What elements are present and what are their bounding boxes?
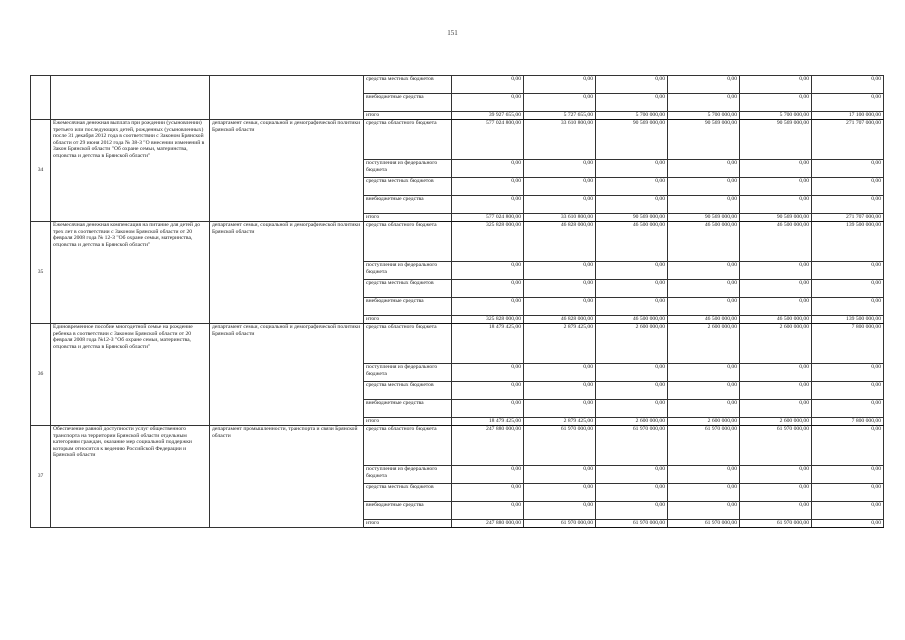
amount-cell: 0,00 bbox=[524, 280, 596, 298]
amount-cell: 0,00 bbox=[668, 94, 740, 112]
amount-cell: 0,00 bbox=[596, 262, 668, 280]
amount-cell: 2 600 000,00 bbox=[668, 324, 740, 364]
amount-cell: 0,00 bbox=[596, 196, 668, 214]
amount-cell: 0,00 bbox=[740, 160, 812, 178]
amount-cell: 0,00 bbox=[668, 466, 740, 484]
amount-cell: 90 569 000,00 bbox=[740, 120, 812, 160]
amount-cell: 2 600 000,00 bbox=[596, 418, 668, 426]
amount-cell: 46 500 000,00 bbox=[740, 316, 812, 324]
executor-cell: департамент семьи, социальной и демографической политики Брянской области bbox=[210, 120, 364, 222]
amount-cell: 0,00 bbox=[524, 262, 596, 280]
funding-source: поступления из федерального бюджета bbox=[364, 364, 452, 382]
amount-cell: 0,00 bbox=[452, 298, 524, 316]
amount-cell: 61 970 000,00 bbox=[524, 426, 596, 466]
measure-cell bbox=[51, 76, 210, 120]
amount-cell: 0,00 bbox=[812, 382, 884, 400]
funding-source: внебюджетные средства bbox=[364, 298, 452, 316]
amount-cell: 0,00 bbox=[668, 196, 740, 214]
amount-cell: 46 500 000,00 bbox=[596, 222, 668, 262]
amount-cell: 2 600 000,00 bbox=[668, 418, 740, 426]
amount-cell: 247 880 000,00 bbox=[452, 426, 524, 466]
row-number-cell: 35 bbox=[31, 222, 51, 324]
amount-cell: 0,00 bbox=[452, 382, 524, 400]
amount-cell: 0,00 bbox=[596, 400, 668, 418]
amount-cell: 0,00 bbox=[812, 280, 884, 298]
amount-cell: 17 100 000,00 bbox=[812, 112, 884, 120]
amount-cell: 61 970 000,00 bbox=[740, 426, 812, 466]
amount-cell: 18 479 425,00 bbox=[452, 418, 524, 426]
measure-cell: Ежемесячная денежная компенсация на питание для детей до трех лет в соответствии с Законом Брянской области от 20 февраля 2008 года № 12-З "Об охране семьи, материнства, отцовства и детства в Брянской области" bbox=[51, 222, 210, 324]
amount-cell: 5 700 000,00 bbox=[740, 112, 812, 120]
amount-cell: 0,00 bbox=[524, 484, 596, 502]
amount-cell: 90 569 000,00 bbox=[668, 120, 740, 160]
amount-cell: 61 970 000,00 bbox=[596, 426, 668, 466]
funding-source: поступления из федерального бюджета bbox=[364, 466, 452, 484]
amount-cell: 0,00 bbox=[812, 196, 884, 214]
funding-source: средства областного бюджета bbox=[364, 426, 452, 466]
amount-cell: 18 479 425,00 bbox=[452, 324, 524, 364]
amount-cell: 0,00 bbox=[596, 502, 668, 520]
amount-cell: 0,00 bbox=[452, 280, 524, 298]
row-number-cell: 36 bbox=[31, 324, 51, 426]
amount-cell: 577 024 800,00 bbox=[452, 214, 524, 222]
amount-cell: 46 500 000,00 bbox=[668, 316, 740, 324]
amount-cell: 271 707 000,00 bbox=[812, 214, 884, 222]
amount-cell: 46 828 000,00 bbox=[524, 222, 596, 262]
amount-cell: 0,00 bbox=[668, 160, 740, 178]
funding-source: средства областного бюджета bbox=[364, 222, 452, 262]
amount-cell: 0,00 bbox=[524, 400, 596, 418]
funding-source: итого bbox=[364, 214, 452, 222]
amount-cell: 247 880 000,00 bbox=[452, 520, 524, 528]
amount-cell: 0,00 bbox=[596, 466, 668, 484]
table-row bbox=[31, 324, 884, 364]
amount-cell: 0,00 bbox=[596, 76, 668, 94]
amount-cell: 0,00 bbox=[740, 76, 812, 94]
amount-cell: 61 970 000,00 bbox=[740, 520, 812, 528]
amount-cell: 0,00 bbox=[668, 484, 740, 502]
table-row bbox=[31, 426, 884, 466]
amount-cell: 2 600 000,00 bbox=[740, 324, 812, 364]
amount-cell: 0,00 bbox=[524, 502, 596, 520]
amount-cell: 0,00 bbox=[812, 76, 884, 94]
amount-cell: 0,00 bbox=[668, 382, 740, 400]
amount-cell: 0,00 bbox=[596, 382, 668, 400]
amount-cell: 0,00 bbox=[668, 76, 740, 94]
amount-cell: 0,00 bbox=[668, 364, 740, 382]
amount-cell: 0,00 bbox=[596, 160, 668, 178]
amount-cell: 0,00 bbox=[812, 364, 884, 382]
funding-source: итого bbox=[364, 418, 452, 426]
amount-cell: 0,00 bbox=[452, 466, 524, 484]
amount-cell: 0,00 bbox=[524, 196, 596, 214]
amount-cell: 0,00 bbox=[812, 400, 884, 418]
funding-source: средства местных бюджетов bbox=[364, 178, 452, 196]
amount-cell: 0,00 bbox=[740, 196, 812, 214]
amount-cell: 0,00 bbox=[812, 520, 884, 528]
amount-cell: 0,00 bbox=[524, 382, 596, 400]
amount-cell: 0,00 bbox=[812, 94, 884, 112]
executor-cell: департамент семьи, социальной и демографической политики Брянской области bbox=[210, 222, 364, 324]
table-row bbox=[31, 76, 884, 94]
amount-cell: 46 828 000,00 bbox=[524, 316, 596, 324]
amount-cell: 0,00 bbox=[596, 484, 668, 502]
measure-cell: Ежемесячная денежная выплата при рождении (усыновлении) третьего или последующих детей, рожденных (усыновленных) после 31 декабря 2012 года в соответствии с Законом Брянской области от 29 июня 2012 года № 38-З "О внесении изменений в Закон Брянской области "Об охране семьи, материнства, отцовства и детства в Брянской области" bbox=[51, 120, 210, 222]
amount-cell: 0,00 bbox=[812, 466, 884, 484]
amount-cell: 46 500 000,00 bbox=[596, 316, 668, 324]
measure-cell: Обеспечение равной доступности услуг общественного транспорта на территории Брянской области отдельным категориям граждан, оказание мер социальной поддержки которым относится к ведению Российской Федерации и Брянской области bbox=[51, 426, 210, 528]
amount-cell: 0,00 bbox=[452, 364, 524, 382]
amount-cell: 33 610 800,00 bbox=[524, 214, 596, 222]
row-number-cell: 37 bbox=[31, 426, 51, 528]
amount-cell: 5 700 000,00 bbox=[668, 112, 740, 120]
amount-cell: 7 800 000,00 bbox=[812, 324, 884, 364]
amount-cell: 0,00 bbox=[740, 94, 812, 112]
amount-cell: 0,00 bbox=[452, 400, 524, 418]
amount-cell: 46 500 000,00 bbox=[668, 222, 740, 262]
amount-cell: 61 970 000,00 bbox=[668, 426, 740, 466]
amount-cell: 0,00 bbox=[452, 160, 524, 178]
amount-cell: 0,00 bbox=[740, 400, 812, 418]
amount-cell: 90 569 000,00 bbox=[596, 214, 668, 222]
amount-cell: 90 569 000,00 bbox=[668, 214, 740, 222]
amount-cell: 0,00 bbox=[668, 400, 740, 418]
amount-cell: 139 500 000,00 bbox=[812, 316, 884, 324]
amount-cell: 61 970 000,00 bbox=[596, 520, 668, 528]
amount-cell: 2 879 425,00 bbox=[524, 418, 596, 426]
row-number-cell bbox=[31, 76, 51, 120]
amount-cell: 0,00 bbox=[740, 262, 812, 280]
funding-source: поступления из федерального бюджета bbox=[364, 262, 452, 280]
amount-cell: 577 024 800,00 bbox=[452, 120, 524, 160]
table-row bbox=[31, 222, 884, 262]
amount-cell: 0,00 bbox=[740, 280, 812, 298]
amount-cell: 0,00 bbox=[524, 364, 596, 382]
amount-cell: 0,00 bbox=[812, 426, 884, 466]
measure-cell: Единовременное пособие многодетной семье на рождение ребенка в соответствии с Законом Брянской области от 20 февраля 2008 года №12-З "Об охране семьи, материнства, отцовства и детства в Брянской области" bbox=[51, 324, 210, 426]
amount-cell: 325 828 000,00 bbox=[452, 222, 524, 262]
amount-cell: 0,00 bbox=[596, 364, 668, 382]
funding-source: средства местных бюджетов bbox=[364, 280, 452, 298]
amount-cell: 61 970 000,00 bbox=[668, 520, 740, 528]
amount-cell: 0,00 bbox=[740, 502, 812, 520]
budget-table bbox=[30, 75, 884, 528]
amount-cell: 0,00 bbox=[596, 280, 668, 298]
amount-cell: 0,00 bbox=[740, 466, 812, 484]
funding-source: средства местных бюджетов bbox=[364, 76, 452, 94]
amount-cell: 61 970 000,00 bbox=[524, 520, 596, 528]
amount-cell: 5 700 000,00 bbox=[596, 112, 668, 120]
amount-cell: 90 569 000,00 bbox=[740, 214, 812, 222]
amount-cell: 0,00 bbox=[596, 298, 668, 316]
funding-source: итого bbox=[364, 316, 452, 324]
amount-cell: 0,00 bbox=[740, 484, 812, 502]
funding-source: поступления из федерального бюджета bbox=[364, 160, 452, 178]
amount-cell: 39 927 655,00 bbox=[452, 112, 524, 120]
amount-cell: 0,00 bbox=[812, 262, 884, 280]
amount-cell: 0,00 bbox=[596, 178, 668, 196]
amount-cell: 0,00 bbox=[524, 94, 596, 112]
funding-source: средства местных бюджетов bbox=[364, 382, 452, 400]
amount-cell: 0,00 bbox=[740, 364, 812, 382]
amount-cell: 0,00 bbox=[668, 262, 740, 280]
executor-cell: департамент семьи, социальной и демографической политики Брянской области bbox=[210, 324, 364, 426]
amount-cell: 0,00 bbox=[740, 298, 812, 316]
funding-source: средства местных бюджетов bbox=[364, 484, 452, 502]
executor-cell: департамент промышленности, транспорта и связи Брянской области bbox=[210, 426, 364, 528]
amount-cell: 139 500 000,00 bbox=[812, 222, 884, 262]
amount-cell: 325 828 000,00 bbox=[452, 316, 524, 324]
amount-cell: 33 610 800,00 bbox=[524, 120, 596, 160]
amount-cell: 0,00 bbox=[668, 298, 740, 316]
row-number-cell: 34 bbox=[31, 120, 51, 222]
page-number: 151 bbox=[447, 29, 458, 37]
amount-cell: 0,00 bbox=[740, 178, 812, 196]
executor-cell bbox=[210, 76, 364, 120]
amount-cell: 0,00 bbox=[524, 466, 596, 484]
amount-cell: 0,00 bbox=[452, 484, 524, 502]
amount-cell: 46 500 000,00 bbox=[740, 222, 812, 262]
funding-source: внебюджетные средства bbox=[364, 502, 452, 520]
amount-cell: 0,00 bbox=[812, 298, 884, 316]
amount-cell: 0,00 bbox=[668, 178, 740, 196]
amount-cell: 0,00 bbox=[812, 502, 884, 520]
amount-cell: 0,00 bbox=[740, 382, 812, 400]
amount-cell: 0,00 bbox=[668, 280, 740, 298]
amount-cell: 0,00 bbox=[524, 76, 596, 94]
amount-cell: 271 707 000,00 bbox=[812, 120, 884, 160]
funding-source: итого bbox=[364, 112, 452, 120]
amount-cell: 0,00 bbox=[452, 94, 524, 112]
table-row bbox=[31, 120, 884, 160]
amount-cell: 0,00 bbox=[452, 196, 524, 214]
amount-cell: 2 879 425,00 bbox=[524, 324, 596, 364]
amount-cell: 0,00 bbox=[812, 160, 884, 178]
funding-source: внебюджетные средства bbox=[364, 400, 452, 418]
amount-cell: 0,00 bbox=[524, 160, 596, 178]
amount-cell: 0,00 bbox=[524, 178, 596, 196]
amount-cell: 0,00 bbox=[812, 484, 884, 502]
amount-cell: 0,00 bbox=[524, 298, 596, 316]
funding-source: средства областного бюджета bbox=[364, 120, 452, 160]
amount-cell: 90 569 000,00 bbox=[596, 120, 668, 160]
amount-cell: 0,00 bbox=[452, 502, 524, 520]
amount-cell: 7 800 000,00 bbox=[812, 418, 884, 426]
amount-cell: 0,00 bbox=[452, 76, 524, 94]
amount-cell: 2 600 000,00 bbox=[596, 324, 668, 364]
funding-source: средства областного бюджета bbox=[364, 324, 452, 364]
funding-source: внебюджетные средства bbox=[364, 94, 452, 112]
amount-cell: 0,00 bbox=[668, 502, 740, 520]
amount-cell: 0,00 bbox=[812, 178, 884, 196]
funding-source: внебюджетные средства bbox=[364, 196, 452, 214]
amount-cell: 2 600 000,00 bbox=[740, 418, 812, 426]
amount-cell: 5 727 655,00 bbox=[524, 112, 596, 120]
amount-cell: 0,00 bbox=[452, 178, 524, 196]
amount-cell: 0,00 bbox=[452, 262, 524, 280]
amount-cell: 0,00 bbox=[596, 94, 668, 112]
funding-source: итого bbox=[364, 520, 452, 528]
